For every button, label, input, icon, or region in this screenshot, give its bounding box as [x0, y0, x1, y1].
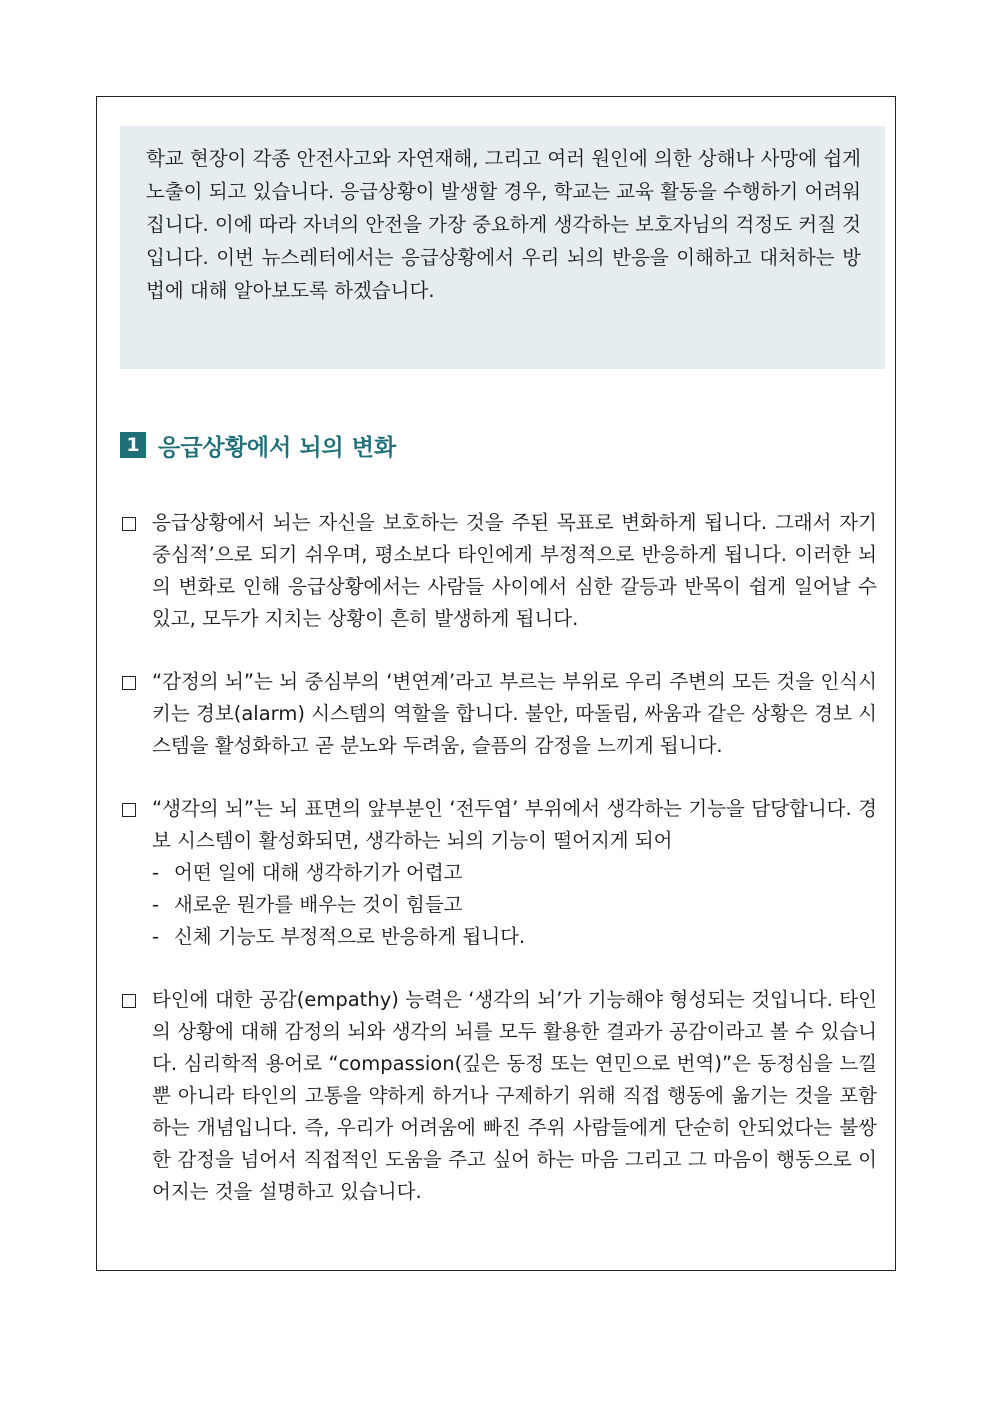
bullet-list: [120, 507, 877, 1239]
bullet-text: “생각의 뇌”는 뇌 표면의 앞부분인 ‘전두엽’ 부위에서 생각하는 기능을 담당합니다. 경보 시스템이 활성화되면, 생각하는 뇌의 기능이 떨어지게 되어: [152, 797, 877, 852]
sub-list: [152, 857, 877, 953]
checkbox-square-icon: [122, 517, 136, 531]
sub-list-item: [152, 921, 877, 953]
dash-icon: -: [152, 861, 160, 884]
bullet-text: 타인에 대한 공감(empathy) 능력은 ‘생각의 뇌’가 기능해야 형성되는 것입니다. 타인의 상황에 대해 감정의 뇌와 생각의 뇌를 모두 활용한 결과가 공감이라고 볼 수 있습니다. 심리학적 용어로 “compassion(깊은 동정 또는 연민으로 번역)”은 동정심을 느낄 뿐 아니라 타인의 고통을 약하게 하거나 구제하기 위해 직접 행동에 옮기는 것을 포함하는 개념입니다. 즉, 우리가 어려움에 빠진 주위 사람들에게 단순히 안되었다는 불쌍한 감정을 넘어서 직접적인 도움을 주고 싶어 하는 마음 그리고 그 마음이 행동으로 이어지는 것을 설명하고 있습니다.: [152, 988, 877, 1203]
sub-list-item: [152, 889, 877, 921]
sub-list-text: 어떤 일에 대해 생각하기가 어렵고: [174, 861, 463, 884]
sub-list-text: 새로운 뭔가를 배우는 것이 힘들고: [174, 893, 463, 916]
dash-icon: -: [152, 893, 160, 916]
bullet-text: 응급상황에서 뇌는 자신을 보호하는 것을 주된 목표로 변화하게 됩니다. 그래서 자기중심적’으로 되기 쉬우며, 평소보다 타인에게 부정적으로 반응하게 됩니다. 이러한 뇌의 변화로 인해 응급상황에서는 사람들 사이에서 심한 갈등과 반목이 쉽게 일어날 수 있고, 모두가 지치는 상황이 흔히 발생하게 됩니다.: [152, 511, 877, 630]
bullet-item: [120, 666, 877, 762]
bullet-item: [120, 507, 877, 635]
bullet-text: “감정의 뇌”는 뇌 중심부의 ‘변연계’라고 부르는 부위로 우리 주변의 모든 것을 인식시키는 경보(alarm) 시스템의 역할을 합니다. 불안, 따돌림, 싸움과 같은 상황은 경보 시스템을 활성화하고 곧 분노와 두려움, 슬픔의 감정을 느끼게 됩니다.: [152, 670, 877, 757]
section-title: 응급상황에서 뇌의 변화: [158, 434, 397, 461]
checkbox-square-icon: [122, 803, 136, 817]
dash-icon: -: [152, 925, 160, 948]
section-heading: [120, 430, 396, 460]
newsletter-frame: [96, 96, 896, 1271]
bullet-item: [120, 793, 877, 953]
sub-list-text: 신체 기능도 부정적으로 반응하게 됩니다.: [174, 925, 526, 948]
checkbox-square-icon: [122, 676, 136, 690]
section-number-badge: 1: [120, 432, 146, 458]
checkbox-square-icon: [122, 994, 136, 1008]
sub-list-item: [152, 857, 877, 889]
bullet-item: [120, 984, 877, 1208]
intro-box: [120, 126, 885, 369]
intro-text: 학교 현장이 각종 안전사고와 자연재해, 그리고 여러 원인에 의한 상해나 사망에 쉽게 노출이 되고 있습니다. 응급상황이 발생할 경우, 학교는 교육 활동을 수행하기 어려워집니다. 이에 따라 자녀의 안전을 가장 중요하게 생각하는 보호자님의 걱정도 커질 것입니다. 이번 뉴스레터에서는 응급상황에서 우리 뇌의 반응을 이해하고 대처하는 방법에 대해 알아보도록 하겠습니다.: [146, 147, 861, 302]
